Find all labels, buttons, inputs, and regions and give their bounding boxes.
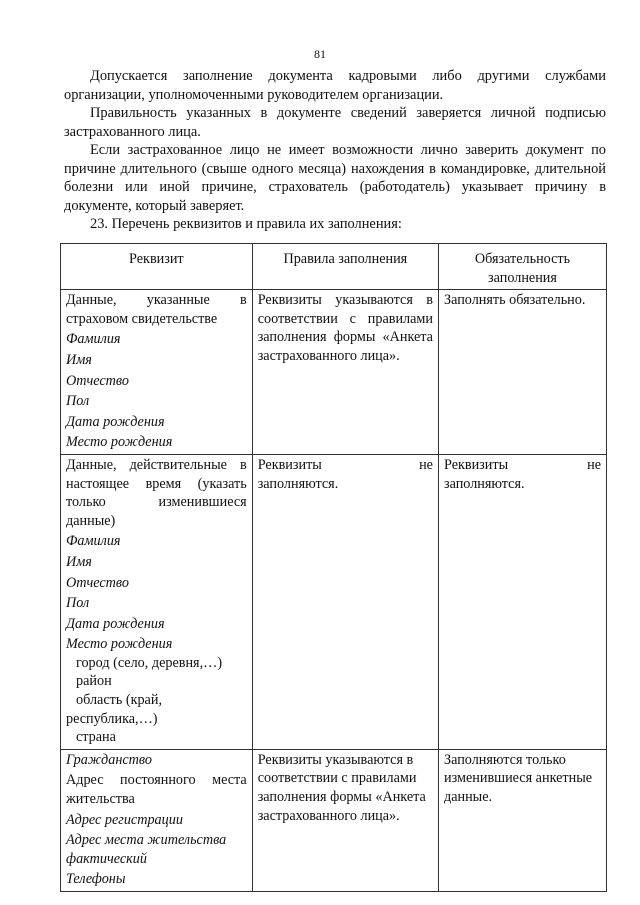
field-permanent-address: Адрес постоянного места жительства bbox=[66, 772, 247, 808]
intro-text bbox=[64, 67, 606, 234]
obligation-cell: Заполнять обязательно. bbox=[438, 290, 606, 455]
word: указанные bbox=[146, 292, 210, 309]
sub-field-city: город (село, деревня,…) bbox=[76, 654, 223, 671]
header-obligation: Обязательность заполнения bbox=[438, 244, 606, 290]
requisite-cell bbox=[61, 749, 253, 891]
field-birth-place: Место рождения bbox=[66, 434, 173, 451]
field-name: Имя bbox=[66, 553, 92, 570]
table-row bbox=[61, 290, 607, 455]
requisite-heading-cont: страховом свидетельстве bbox=[66, 310, 218, 327]
field-phones: Телефоны bbox=[66, 871, 126, 888]
field-surname: Фамилия bbox=[66, 533, 121, 550]
field-actual-address: Адрес места жительства фактический bbox=[66, 832, 227, 867]
intro-paragraph: Правильность указанных в документе сведений заверяется личной подписью застрахованного лица. bbox=[64, 105, 606, 140]
header-requisite: Реквизит bbox=[61, 244, 253, 290]
intro-paragraph: Допускается заполнение документа кадровыми либо другими службами организации, уполномоченными руководителем организации. bbox=[64, 68, 606, 103]
field-name: Имя bbox=[66, 351, 92, 368]
table-header-row bbox=[61, 244, 607, 290]
requisite-heading bbox=[66, 291, 247, 310]
field-birth-date: Дата рождения bbox=[66, 615, 165, 632]
obligation-cell: Заполняются только изменившиеся анкетные данные. bbox=[438, 749, 606, 891]
obligation-line bbox=[444, 456, 601, 475]
rules-cell bbox=[252, 454, 438, 749]
word: не bbox=[419, 456, 433, 473]
table-row bbox=[61, 749, 607, 891]
sub-field-republic: республика,…) bbox=[66, 710, 158, 727]
field-patronymic: Отчество bbox=[66, 372, 129, 389]
obligation-line: заполняются. bbox=[443, 475, 525, 492]
field-sex: Пол bbox=[66, 595, 90, 612]
field-birth-date: Дата рождения bbox=[66, 413, 165, 430]
table-row bbox=[61, 454, 607, 749]
word: не bbox=[587, 456, 601, 473]
sub-field-district: район bbox=[76, 673, 112, 690]
obligation-cell bbox=[438, 454, 606, 749]
field-surname: Фамилия bbox=[66, 331, 121, 348]
requisites-table bbox=[60, 243, 607, 892]
field-sex: Пол bbox=[66, 393, 90, 410]
field-citizenship: Гражданство bbox=[66, 751, 152, 768]
header-rules: Правила заполнения bbox=[252, 244, 438, 290]
rules-line bbox=[258, 456, 433, 475]
intro-paragraph: Если застрахованное лицо не имеет возможности лично заверить документ по причине длительного (свыше одного месяца) нахождения в командировке, длительной болезни или иной причине, страхователь (работодатель) указывает причину в документе, который заверяет. bbox=[64, 142, 606, 214]
field-birth-place: Место рождения bbox=[66, 636, 173, 653]
field-registration-address: Адрес регистрации bbox=[66, 811, 183, 828]
requisite-cell bbox=[61, 290, 253, 455]
intro-paragraph: 23. Перечень реквизитов и правила их заполнения: bbox=[90, 216, 402, 232]
word: Данные, bbox=[66, 292, 117, 309]
word: Реквизиты bbox=[443, 456, 509, 473]
field-patronymic: Отчество bbox=[66, 574, 129, 591]
rules-cell: Реквизиты указываются в соответствии с правилами заполнения формы «Анкета застрахованного лица». bbox=[252, 290, 438, 455]
sub-field-country: страна bbox=[76, 729, 116, 746]
page-number: 81 bbox=[314, 47, 326, 61]
word: в bbox=[239, 292, 247, 309]
rules-line: заполняются. bbox=[257, 475, 339, 492]
requisite-heading: Данные, действительные в настоящее время (указать только изменившиеся данные) bbox=[66, 456, 247, 529]
word: Реквизиты bbox=[257, 456, 322, 473]
rules-cell: Реквизиты указываются в соответствии с правилами заполнения формы «Анкета застрахованного лица». bbox=[252, 749, 438, 891]
requisite-cell bbox=[61, 454, 253, 749]
sub-field-region: область (край, bbox=[76, 692, 162, 709]
